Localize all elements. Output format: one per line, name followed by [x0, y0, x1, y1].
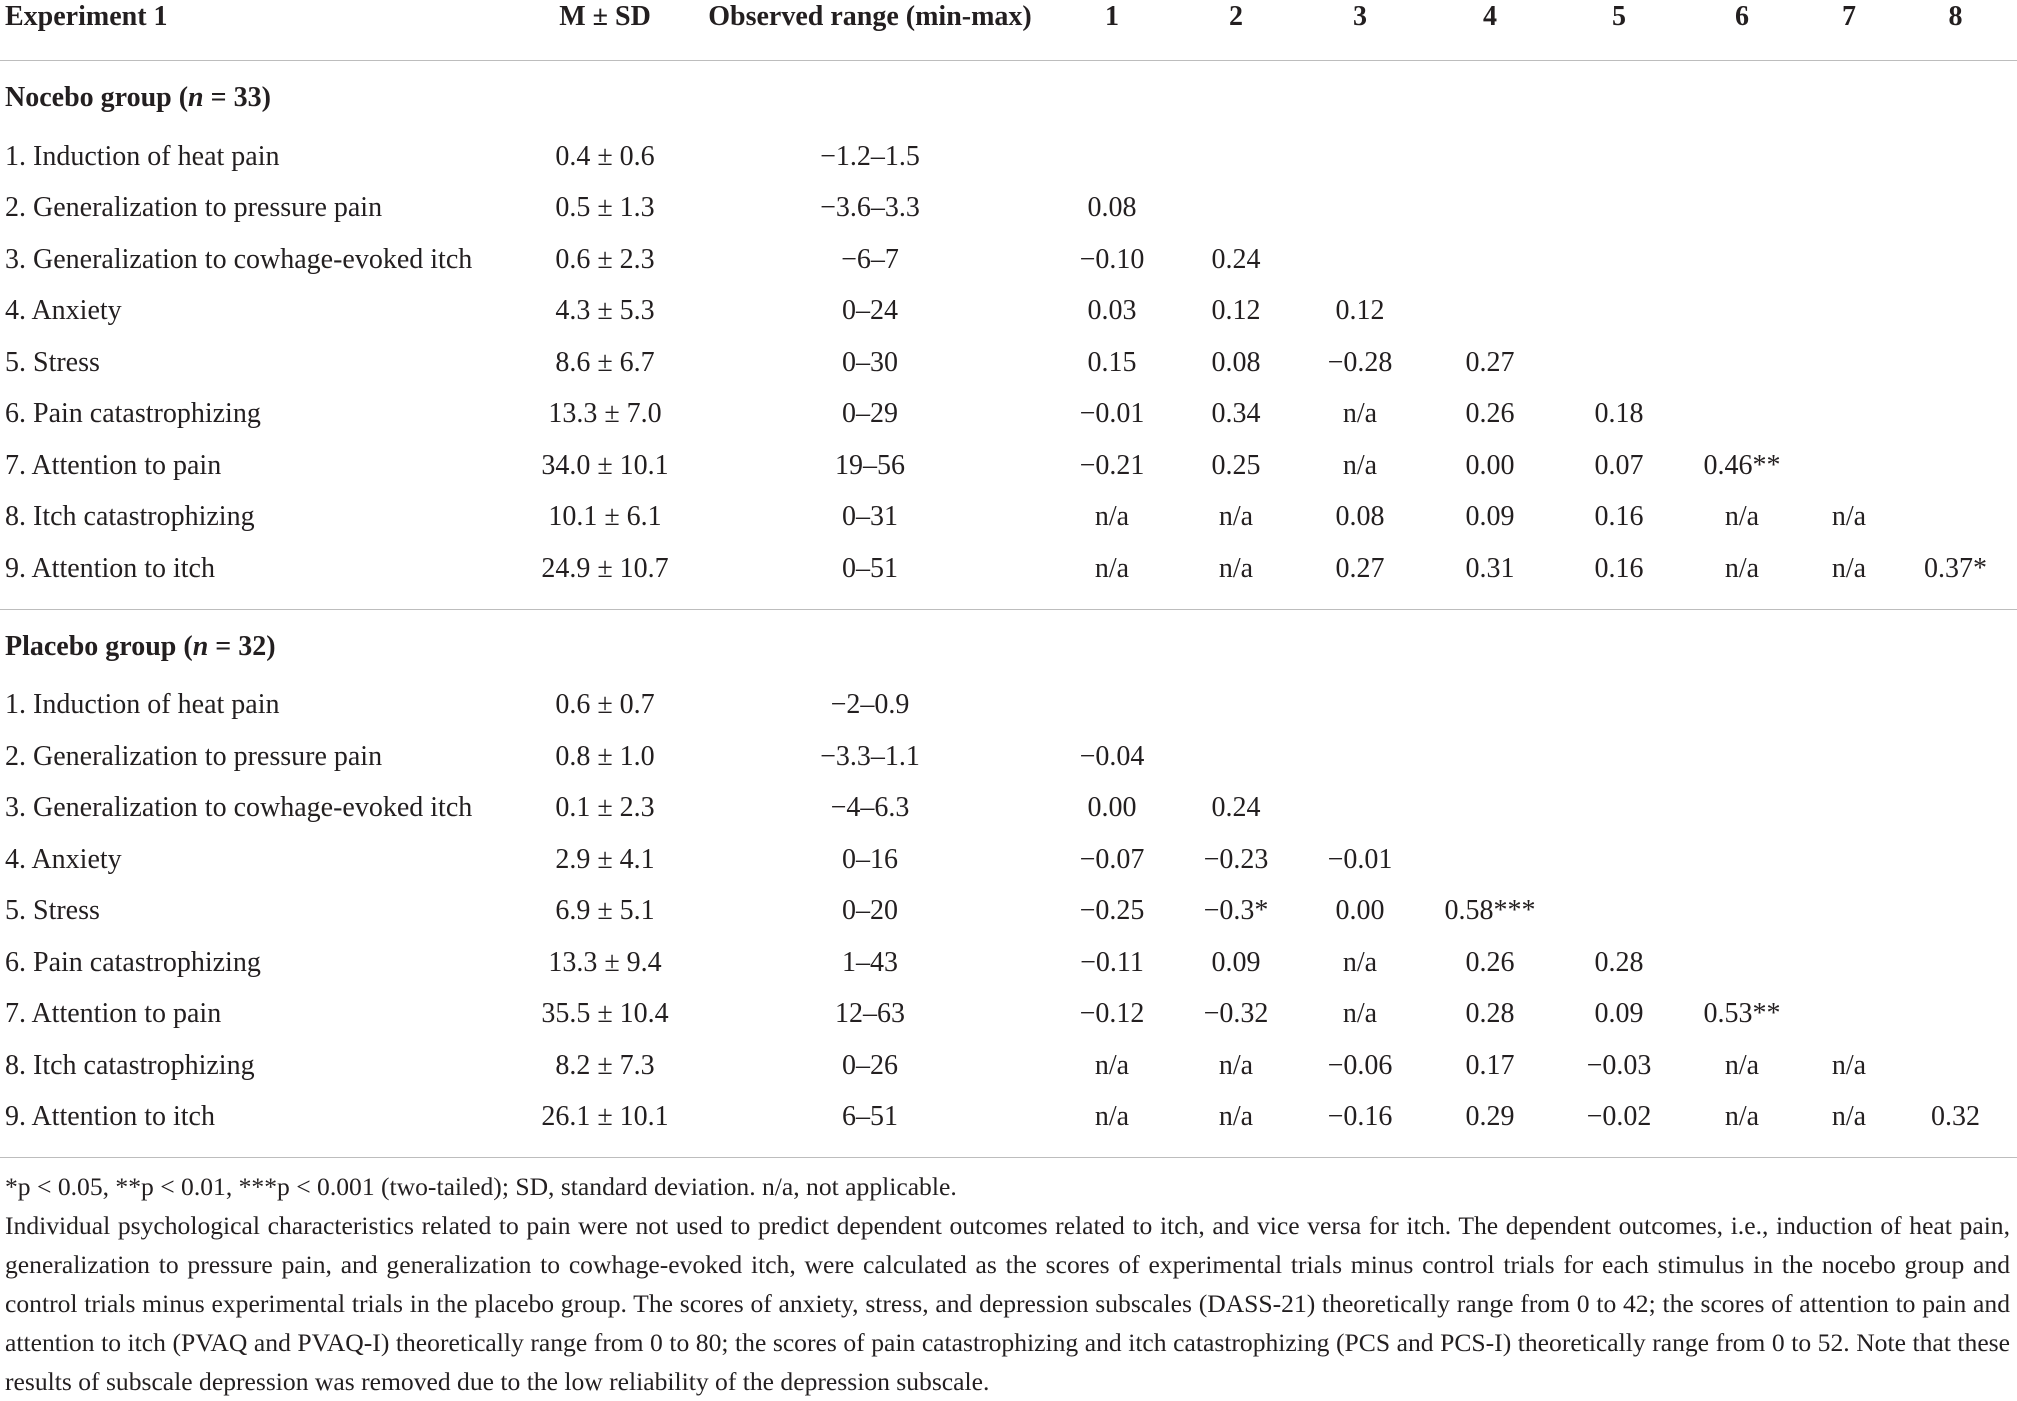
row-label: 6. Pain catastrophizing — [5, 946, 261, 978]
table-cell: −0.21 — [1079, 449, 1145, 481]
row-label: 9. Attention to itch — [5, 1101, 215, 1133]
group-title-prefix: Placebo group ( — [5, 630, 193, 662]
table-cell: −0.12 — [1079, 998, 1145, 1030]
explanation-note: Individual psychological characteristics related to pain were not used to predict dependent outcomes related to itch, and vice versa for itch. The dependent outcomes, i.e., induction of heat pain, generalization to pressure pain, and generalization to cowhage-evoked itch, were calculated as the scores of experimental trials minus control trials for each stimulus in the nocebo group and control trials minus experimental trials in the placebo group. The scores of anxiety, stress, and depression subscales (DASS-21) theoretically range from 0 to 42; the scores of attention to pain and attention to itch (PVAQ and PVAQ-I) theoretically range from 0 to 80; the scores of pain catastrophizing and itch catastrophizing (PCS and PCS-I) theoretically range from 0 to 52. Note that these results of subscale depression was removed due to the low reliability of the depression subscale. — [5, 1211, 2010, 1396]
table-cell — [1558, 234, 1680, 286]
table-cell: 0.17 — [1465, 1049, 1515, 1081]
group-title-suffix: = 32) — [208, 630, 276, 662]
table-cell: 0–51 — [842, 552, 898, 584]
group-title-suffix: = 33) — [203, 82, 271, 113]
column-header: 1 — [1105, 1, 1119, 32]
table-cell — [1298, 131, 1422, 183]
table-cell — [1804, 286, 1894, 338]
table-cell: 0.16 — [1594, 501, 1644, 533]
table-cell — [1894, 731, 2017, 783]
column-header: 5 — [1612, 1, 1626, 32]
table-cell: 0.24 — [1211, 243, 1261, 275]
table-cell — [1804, 337, 1894, 389]
table-cell — [1804, 834, 1894, 886]
table-cell: 0.8 ± 1.0 — [555, 740, 655, 772]
table-cell: 0.27 — [1335, 552, 1385, 584]
table-row — [0, 543, 2017, 595]
table-cell: n/a — [1342, 946, 1378, 978]
table-cell: n/a — [1342, 398, 1378, 430]
table-row — [0, 389, 2017, 441]
table-cell: n/a — [1831, 1101, 1867, 1133]
row-label: 2. Generalization to pressure pain — [5, 192, 383, 224]
table-cell: 0.37* — [1924, 552, 1987, 584]
row-label: 3. Generalization to cowhage-evoked itch — [5, 792, 473, 824]
column-header: M ± SD — [559, 1, 651, 32]
table-cell: 0.00 — [1087, 792, 1137, 824]
table-cell — [1894, 286, 2017, 338]
table-cell: −0.02 — [1586, 1101, 1652, 1133]
table-row — [0, 680, 2017, 732]
table-cell: −0.03 — [1586, 1049, 1652, 1081]
table-cell: 0.27 — [1465, 346, 1515, 378]
table-cell — [1680, 131, 1804, 183]
table-cell — [1680, 834, 1804, 886]
table-row — [0, 886, 2017, 938]
table-cell — [1894, 131, 2017, 183]
row-label: 8. Itch catastrophizing — [5, 1049, 255, 1081]
table-cell: 0.07 — [1594, 449, 1644, 481]
table-cell: 34.0 ± 10.1 — [541, 449, 669, 481]
table-cell: 0.08 — [1335, 501, 1385, 533]
table-cell: n/a — [1218, 501, 1254, 533]
table-cell: −0.28 — [1327, 346, 1393, 378]
table-cell — [1680, 886, 1804, 938]
table-cell — [1558, 286, 1680, 338]
table-cell: n/a — [1831, 552, 1867, 584]
table-cell: 2.9 ± 4.1 — [555, 843, 655, 875]
table-cell: −0.23 — [1203, 843, 1269, 875]
group-title-row — [0, 609, 2017, 680]
table-cell — [1804, 680, 1894, 732]
table-cell — [1558, 131, 1680, 183]
table-footnotes — [5, 1167, 2010, 1401]
table-cell — [1894, 492, 2017, 544]
table-cell: n/a — [1094, 552, 1130, 584]
table-cell: −2–0.9 — [830, 689, 910, 721]
table-cell: 26.1 ± 10.1 — [541, 1101, 669, 1133]
table-cell: 0–26 — [842, 1049, 898, 1081]
table-cell — [1680, 680, 1804, 732]
table-cell — [1680, 234, 1804, 286]
table-cell: 0.26 — [1465, 946, 1515, 978]
table-cell: n/a — [1831, 1049, 1867, 1081]
table-cell — [1422, 131, 1558, 183]
table-cell — [1804, 389, 1894, 441]
row-label: 8. Itch catastrophizing — [5, 501, 255, 533]
table-cell — [1804, 731, 1894, 783]
table-cell — [1298, 783, 1422, 835]
row-label: 4. Anxiety — [5, 843, 122, 875]
table-cell: −0.25 — [1079, 895, 1145, 927]
table-cell — [1804, 783, 1894, 835]
table-cell — [1894, 937, 2017, 989]
table-cell: 0.24 — [1211, 792, 1261, 824]
table-cell: n/a — [1342, 998, 1378, 1030]
table-cell: −0.07 — [1079, 843, 1145, 875]
table-cell — [1894, 1040, 2017, 1092]
table-cell — [1050, 680, 1174, 732]
group-title — [0, 609, 2017, 680]
table-cell — [1680, 937, 1804, 989]
row-label: 2. Generalization to pressure pain — [5, 740, 383, 772]
table-cell — [1804, 183, 1894, 235]
table-cell — [1558, 783, 1680, 835]
table-cell: 0–30 — [842, 346, 898, 378]
table-cell: −0.3* — [1203, 895, 1269, 927]
table-cell: 0–29 — [842, 398, 898, 430]
table-cell: 0.12 — [1211, 295, 1261, 327]
table-cell — [1174, 183, 1298, 235]
table-cell — [1680, 783, 1804, 835]
column-header: 8 — [1948, 1, 1963, 32]
table-cell — [1174, 680, 1298, 732]
table-cell — [1298, 731, 1422, 783]
table-cell: 0.12 — [1335, 295, 1385, 327]
table-cell — [1298, 234, 1422, 286]
header-divider — [0, 34, 2017, 61]
table-cell: 0.1 ± 2.3 — [555, 792, 655, 824]
table-cell — [1558, 731, 1680, 783]
table-cell — [1804, 989, 1894, 1041]
table-cell: 0–31 — [842, 501, 898, 533]
table-cell: 0.58*** — [1444, 895, 1536, 927]
column-header: 2 — [1229, 1, 1243, 32]
table-cell: 0.6 ± 0.7 — [555, 689, 655, 721]
table-cell — [1422, 286, 1558, 338]
group-sample-size-label: n — [188, 82, 204, 113]
table-cell: 0.15 — [1087, 346, 1137, 378]
table-cell — [1558, 834, 1680, 886]
table-cell — [1894, 886, 2017, 938]
table-cell: 0.28 — [1465, 998, 1515, 1030]
table-cell: n/a — [1342, 449, 1378, 481]
table-cell: 0.25 — [1211, 449, 1261, 481]
table-cell: 8.6 ± 6.7 — [555, 346, 655, 378]
table-cell — [1422, 183, 1558, 235]
table-cell — [1804, 131, 1894, 183]
table-cell — [1804, 937, 1894, 989]
table-cell — [1804, 886, 1894, 938]
group-divider — [0, 595, 2017, 610]
table-cell: −3.6–3.3 — [820, 192, 920, 224]
table-cell: 13.3 ± 9.4 — [548, 946, 662, 978]
table-cell: −0.10 — [1079, 243, 1145, 275]
row-label: 4. Anxiety — [5, 295, 122, 327]
table-cell: 0.08 — [1211, 346, 1261, 378]
table-cell: −3.3–1.1 — [820, 740, 920, 772]
table-cell: 0.09 — [1594, 998, 1644, 1030]
table-row — [0, 989, 2017, 1041]
column-header: 4 — [1483, 1, 1497, 32]
table-cell — [1680, 183, 1804, 235]
table-cell — [1894, 389, 2017, 441]
table-cell: n/a — [1831, 501, 1867, 533]
table-cell: 0.4 ± 0.6 — [555, 140, 655, 172]
group-title-prefix: Nocebo group ( — [5, 82, 189, 113]
table-cell — [1174, 731, 1298, 783]
table-cell: 0.03 — [1087, 295, 1137, 327]
table-cell: n/a — [1094, 501, 1130, 533]
table-row — [0, 783, 2017, 835]
column-header: Experiment 1 — [5, 1, 168, 32]
table-cell — [1894, 234, 2017, 286]
table-row — [0, 234, 2017, 286]
table-cell — [1894, 989, 2017, 1041]
table-cell: n/a — [1094, 1049, 1130, 1081]
table-cell: −0.11 — [1080, 946, 1144, 978]
table-cell — [1894, 680, 2017, 732]
table-cell: 8.2 ± 7.3 — [555, 1049, 655, 1081]
row-label: 9. Attention to itch — [5, 552, 215, 584]
table-cell: n/a — [1724, 1101, 1760, 1133]
table-cell: 6–51 — [842, 1101, 898, 1133]
table-cell: 0.31 — [1465, 552, 1515, 584]
table-cell: 1–43 — [842, 946, 898, 978]
group-title-row — [0, 61, 2017, 132]
table-bottom-rule — [0, 1143, 2017, 1158]
table-cell — [1422, 834, 1558, 886]
table-cell: 0.6 ± 2.3 — [555, 243, 655, 275]
table-cell: 12–63 — [835, 998, 905, 1030]
table-cell: −0.32 — [1203, 998, 1269, 1030]
table-cell: 24.9 ± 10.7 — [541, 552, 669, 584]
table-cell — [1558, 886, 1680, 938]
table-cell: 0.29 — [1465, 1101, 1515, 1133]
table-cell: n/a — [1724, 501, 1760, 533]
table-cell — [1558, 680, 1680, 732]
table-cell: n/a — [1218, 1101, 1254, 1133]
table-row — [0, 492, 2017, 544]
table-cell — [1894, 783, 2017, 835]
table-cell — [1422, 234, 1558, 286]
table-cell: 6.9 ± 5.1 — [555, 895, 655, 927]
table-cell: 0.26 — [1465, 398, 1515, 430]
table-row — [0, 1092, 2017, 1144]
table-cell: 0.53** — [1703, 998, 1781, 1030]
table-row — [0, 834, 2017, 886]
table-cell: 0.34 — [1211, 398, 1261, 430]
column-header: 6 — [1735, 1, 1749, 32]
table-cell: 0–16 — [842, 843, 898, 875]
table-cell — [1680, 731, 1804, 783]
table-cell — [1680, 286, 1804, 338]
row-label: 7. Attention to pain — [5, 449, 222, 481]
table-cell — [1050, 131, 1174, 183]
row-label: 5. Stress — [5, 895, 100, 927]
table-cell — [1558, 337, 1680, 389]
row-label: 7. Attention to pain — [5, 998, 222, 1030]
table-cell: n/a — [1218, 552, 1254, 584]
table-cell: 0–20 — [842, 895, 898, 927]
row-label: 5. Stress — [5, 346, 100, 378]
table-cell: n/a — [1724, 1049, 1760, 1081]
table-cell — [1422, 731, 1558, 783]
table-row — [0, 131, 2017, 183]
table-cell: n/a — [1094, 1101, 1130, 1133]
table-cell: −0.04 — [1079, 740, 1145, 772]
table-cell: 0.00 — [1465, 449, 1515, 481]
table-row — [0, 937, 2017, 989]
table-cell: 0.09 — [1211, 946, 1261, 978]
table-row — [0, 286, 2017, 338]
table-cell: 19–56 — [835, 449, 905, 481]
table-cell: −0.16 — [1327, 1101, 1393, 1133]
table-cell — [1894, 440, 2017, 492]
table-body — [0, 61, 2017, 1158]
table-cell: −0.01 — [1079, 398, 1145, 430]
table-cell — [1558, 183, 1680, 235]
table-cell: 0.18 — [1594, 398, 1644, 430]
row-label: 1. Induction of heat pain — [5, 689, 280, 721]
table-header-row — [0, 0, 2017, 34]
table-cell: 0.16 — [1594, 552, 1644, 584]
table-cell — [1894, 834, 2017, 886]
table-cell: 35.5 ± 10.4 — [541, 998, 669, 1030]
table-cell: 0.32 — [1931, 1101, 1980, 1133]
row-label: 1. Induction of heat pain — [5, 140, 280, 172]
row-label: 6. Pain catastrophizing — [5, 398, 261, 430]
table-row — [0, 183, 2017, 235]
table-cell — [1804, 234, 1894, 286]
table-cell — [1422, 680, 1558, 732]
table-cell: −6–7 — [841, 243, 899, 275]
table-row — [0, 731, 2017, 783]
table-cell: 10.1 ± 6.1 — [548, 501, 662, 533]
table-cell: 0–24 — [842, 295, 898, 327]
table-cell: 0.08 — [1087, 192, 1137, 224]
table-cell — [1894, 183, 2017, 235]
table-cell — [1174, 131, 1298, 183]
table-cell: 13.3 ± 7.0 — [548, 398, 662, 430]
table-cell — [1298, 680, 1422, 732]
table-cell: 4.3 ± 5.3 — [555, 295, 655, 327]
table-row — [0, 440, 2017, 492]
group-title — [0, 61, 2017, 132]
row-label: 3. Generalization to cowhage-evoked itch — [5, 243, 473, 275]
table-cell: 0.46** — [1703, 449, 1781, 481]
table-cell: −0.01 — [1327, 843, 1393, 875]
column-header: Observed range (min-max) — [708, 1, 1032, 32]
table-cell: 0.09 — [1465, 501, 1515, 533]
table-cell: 0.00 — [1335, 895, 1385, 927]
table-cell: n/a — [1724, 552, 1760, 584]
column-header: 7 — [1842, 1, 1856, 32]
table-cell: −4–6.3 — [830, 792, 910, 824]
table-cell — [1680, 389, 1804, 441]
table-cell: 0.28 — [1594, 946, 1644, 978]
table-cell: n/a — [1218, 1049, 1254, 1081]
table-cell — [1298, 183, 1422, 235]
column-header: 3 — [1353, 1, 1367, 32]
table-cell — [1804, 440, 1894, 492]
table-row — [0, 337, 2017, 389]
table-cell: −0.06 — [1327, 1049, 1393, 1081]
table-cell — [1680, 337, 1804, 389]
significance-note: *p < 0.05, **p < 0.01, ***p < 0.001 (two-tailed); SD, standard deviation. n/a, not applicable. — [5, 1172, 957, 1201]
table-row — [0, 1040, 2017, 1092]
table-cell — [1894, 337, 2017, 389]
group-sample-size-label: n — [192, 630, 209, 662]
table-cell — [1422, 783, 1558, 835]
table-cell: 0.5 ± 1.3 — [555, 192, 655, 224]
table-cell: −1.2–1.5 — [820, 140, 920, 172]
